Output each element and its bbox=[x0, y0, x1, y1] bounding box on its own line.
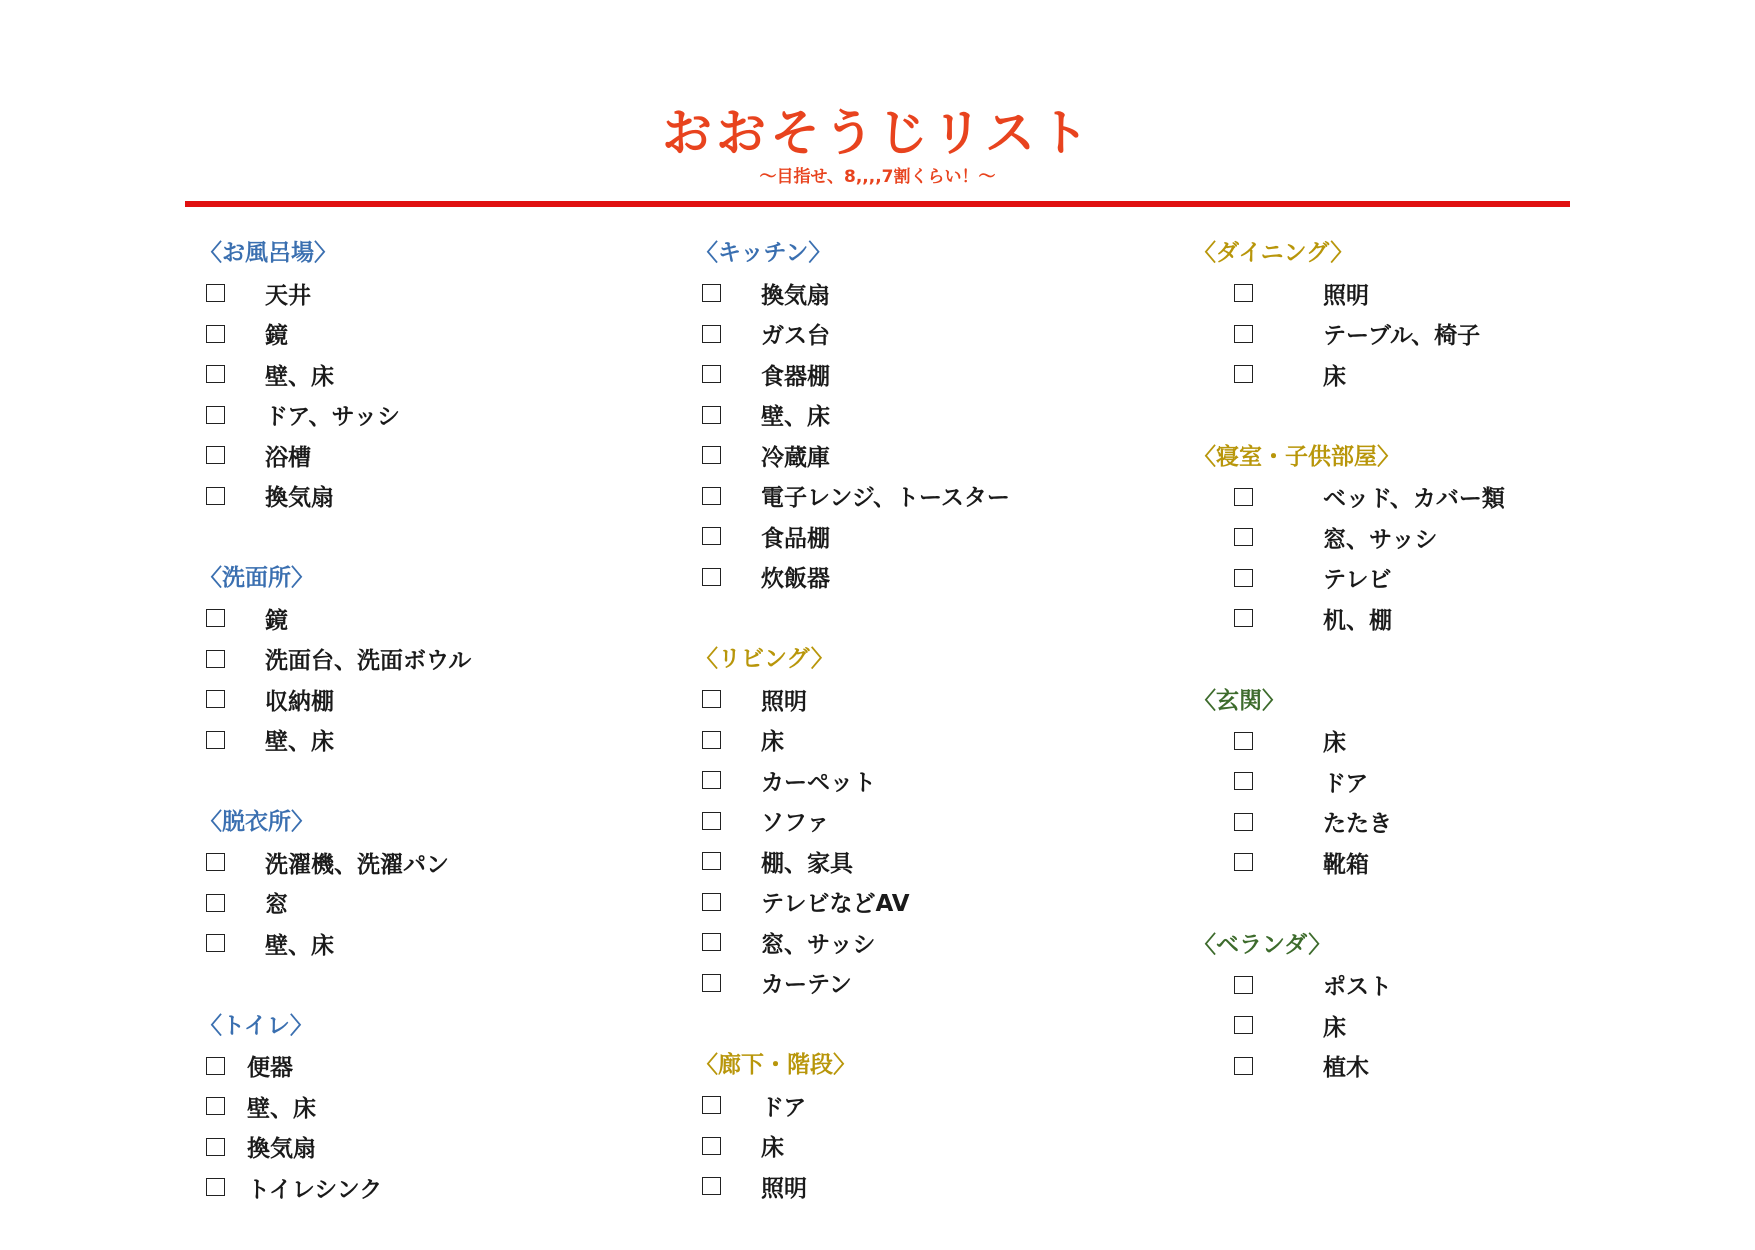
checkbox[interactable] bbox=[1234, 365, 1253, 383]
checklist-item-label: 床 bbox=[1323, 1014, 1346, 1041]
checklist-section bbox=[199, 1006, 471, 1208]
checklist-item bbox=[1193, 721, 1505, 762]
checklist-item-label: 窓、サッシ bbox=[761, 931, 876, 958]
checklist-item bbox=[199, 354, 471, 395]
checkbox[interactable] bbox=[702, 893, 721, 911]
checklist-item-label: 机、棚 bbox=[1323, 607, 1392, 634]
checklist-item-label: 換気扇 bbox=[265, 485, 334, 512]
checkbox[interactable] bbox=[702, 690, 721, 708]
checklist-item bbox=[695, 273, 1010, 314]
checklist-item-label: ドア、サッシ bbox=[265, 404, 401, 431]
checklist-section bbox=[1193, 233, 1505, 395]
checklist-item bbox=[1193, 1005, 1505, 1046]
checklist-section bbox=[199, 233, 471, 516]
checkbox[interactable] bbox=[702, 812, 721, 830]
checkbox[interactable] bbox=[702, 446, 721, 464]
checklist-item bbox=[695, 801, 1010, 842]
checkbox[interactable] bbox=[702, 1096, 721, 1114]
checklist-item-label: トイレシンク bbox=[247, 1176, 383, 1203]
section-heading: 〈寝室・子供部屋〉 bbox=[1193, 443, 1400, 470]
checkbox[interactable] bbox=[702, 974, 721, 992]
checkbox[interactable] bbox=[1234, 976, 1253, 994]
checklist-item bbox=[695, 395, 1010, 436]
section-heading: 〈脱衣所〉 bbox=[199, 809, 314, 835]
checklist-section bbox=[1193, 437, 1505, 639]
checklist-item-label: 棚、家具 bbox=[761, 850, 853, 877]
checklist-item-label: 壁、床 bbox=[761, 404, 830, 431]
checklist-item bbox=[695, 476, 1010, 517]
checkbox[interactable] bbox=[702, 568, 721, 586]
checklist-item bbox=[199, 639, 471, 680]
checklist-item-label: 鏡 bbox=[265, 323, 288, 350]
checklist-item-label: ガス台 bbox=[761, 323, 830, 350]
checkbox[interactable] bbox=[1234, 1016, 1253, 1034]
checklist-item bbox=[199, 1167, 471, 1208]
checklist-item-label: ベッド、カバー類 bbox=[1323, 486, 1505, 513]
section-heading: 〈トイレ〉 bbox=[199, 1012, 313, 1039]
checkbox[interactable] bbox=[1234, 325, 1253, 343]
checklist-item-label: 照明 bbox=[1323, 282, 1369, 309]
checklist-item-label: ソファ bbox=[761, 810, 830, 837]
checklist-item-label: 靴箱 bbox=[1323, 851, 1369, 878]
checklist-section bbox=[695, 233, 1010, 597]
checklist-column-1 bbox=[199, 233, 471, 1250]
checklist-item bbox=[199, 314, 471, 355]
checkbox[interactable] bbox=[702, 1177, 721, 1195]
title-divider bbox=[185, 201, 1570, 207]
checklist-item bbox=[199, 598, 471, 639]
checklist-item-label: 洗面台、洗面ボウル bbox=[265, 648, 472, 675]
checklist-item bbox=[695, 963, 1010, 1004]
checklist-item-label: テレビ bbox=[1323, 567, 1392, 594]
checklist-item bbox=[1193, 598, 1505, 639]
checklist-column-2 bbox=[695, 233, 1010, 1249]
checkbox[interactable] bbox=[206, 325, 225, 343]
checklist-section bbox=[1193, 925, 1505, 1087]
section-heading: 〈ダイニング〉 bbox=[1193, 240, 1354, 266]
checklist-item-label: 壁、床 bbox=[265, 729, 334, 756]
section-heading: 〈洗面所〉 bbox=[199, 565, 314, 591]
checklist-item-label: テレビなどAV bbox=[761, 891, 910, 918]
checklist-section bbox=[695, 639, 1010, 1003]
checklist-column-3 bbox=[1193, 233, 1505, 1128]
checklist-item bbox=[695, 1166, 1010, 1207]
checkbox[interactable] bbox=[702, 487, 721, 505]
checkbox[interactable] bbox=[1234, 528, 1253, 546]
checklist-item bbox=[695, 882, 1010, 923]
checklist-section bbox=[1193, 681, 1505, 883]
checklist-item-label: 植木 bbox=[1323, 1055, 1369, 1082]
checkbox[interactable] bbox=[206, 1097, 225, 1115]
checkbox[interactable] bbox=[1234, 772, 1253, 790]
checklist-item bbox=[695, 922, 1010, 963]
checkbox[interactable] bbox=[702, 406, 721, 424]
checkbox[interactable] bbox=[206, 446, 225, 464]
checkbox[interactable] bbox=[1234, 732, 1253, 750]
checkbox[interactable] bbox=[702, 1137, 721, 1155]
checkbox[interactable] bbox=[206, 365, 225, 383]
checklist-item bbox=[199, 476, 471, 517]
checklist-item-label: 食品棚 bbox=[761, 525, 830, 552]
checklist-section bbox=[199, 558, 471, 760]
checklist-item bbox=[1193, 273, 1505, 314]
section-heading: 〈お風呂場〉 bbox=[199, 240, 337, 266]
checklist-item-label: 収納棚 bbox=[265, 688, 334, 715]
section-heading: 〈リビング〉 bbox=[695, 646, 834, 672]
checklist-item-label: カーテン bbox=[761, 972, 852, 999]
checklist-item-label: ドア bbox=[761, 1094, 807, 1121]
checklist-item-label: 床 bbox=[1323, 730, 1346, 757]
checkbox[interactable] bbox=[702, 527, 721, 545]
checkbox[interactable] bbox=[206, 609, 225, 627]
checkbox[interactable] bbox=[702, 731, 721, 749]
checkbox[interactable] bbox=[1234, 609, 1253, 627]
checklist-item bbox=[1193, 558, 1505, 599]
checklist-item bbox=[199, 883, 471, 924]
checkbox[interactable] bbox=[702, 852, 721, 870]
checklist-item bbox=[199, 1127, 471, 1168]
checklist-item bbox=[1193, 802, 1505, 843]
checkbox[interactable] bbox=[206, 934, 225, 952]
checklist-item bbox=[199, 679, 471, 720]
checklist-item-label: 洗濯機、洗濯パン bbox=[265, 851, 449, 878]
checkbox[interactable] bbox=[206, 731, 225, 749]
checklist-item bbox=[695, 720, 1010, 761]
checklist-item bbox=[695, 1126, 1010, 1167]
checklist-item bbox=[1193, 761, 1505, 802]
page-subtitle: ～目指せ、8,,,,7割くらい！～ bbox=[759, 167, 996, 187]
checkbox[interactable] bbox=[1234, 284, 1253, 302]
checkbox[interactable] bbox=[1234, 1057, 1253, 1075]
checklist-item bbox=[199, 1046, 471, 1087]
checkbox[interactable] bbox=[1234, 569, 1253, 587]
checklist-item-label: 照明 bbox=[761, 688, 807, 715]
section-heading: 〈廊下・階段〉 bbox=[695, 1052, 856, 1078]
checklist-item-label: 食器棚 bbox=[761, 363, 830, 390]
checklist-section bbox=[199, 802, 471, 964]
checklist-item bbox=[695, 435, 1010, 476]
section-heading: 〈ベランダ〉 bbox=[1193, 931, 1332, 958]
checkbox[interactable] bbox=[206, 894, 225, 912]
checklist-item bbox=[1193, 1046, 1505, 1087]
checklist-item-label: 窓、サッシ bbox=[1323, 526, 1438, 553]
checklist-item-label: 天井 bbox=[265, 282, 311, 309]
checklist-item-label: 照明 bbox=[761, 1175, 807, 1202]
checklist-item-label: テーブル、椅子 bbox=[1323, 323, 1481, 350]
checkbox[interactable] bbox=[206, 1178, 225, 1196]
checklist-item-label: 窓 bbox=[265, 892, 288, 919]
checklist-item-label: 電子レンジ、トースター bbox=[761, 485, 1010, 512]
section-heading: 〈キッチン〉 bbox=[695, 240, 832, 266]
checklist-item-label: 床 bbox=[1323, 363, 1346, 390]
checkbox[interactable] bbox=[206, 1057, 225, 1075]
checkbox[interactable] bbox=[206, 406, 225, 424]
checklist-item bbox=[1193, 842, 1505, 883]
checklist-item-label: 床 bbox=[761, 729, 784, 756]
checklist-item bbox=[199, 435, 471, 476]
checklist-item bbox=[199, 720, 471, 761]
checklist-item-label: ポスト bbox=[1323, 974, 1392, 1001]
checklist-item bbox=[199, 273, 471, 314]
checkbox[interactable] bbox=[1234, 813, 1253, 831]
checklist-item-label: カーペット bbox=[761, 769, 876, 796]
checklist-item bbox=[695, 516, 1010, 557]
checklist-item-label: 便器 bbox=[247, 1055, 293, 1082]
checklist-item bbox=[695, 557, 1010, 598]
page-title: おおそうじリスト bbox=[662, 104, 1093, 162]
checklist-item bbox=[1193, 354, 1505, 395]
checkbox[interactable] bbox=[702, 933, 721, 951]
checklist-item bbox=[1193, 517, 1505, 558]
checklist-item-label: 浴槽 bbox=[265, 444, 311, 471]
checkbox[interactable] bbox=[206, 1138, 225, 1156]
checklist-item-label: 炊飯器 bbox=[761, 566, 830, 593]
checklist-item-label: 換気扇 bbox=[761, 282, 830, 309]
checkbox[interactable] bbox=[702, 284, 721, 302]
checklist-item-label: 冷蔵庫 bbox=[761, 444, 830, 471]
checklist-item bbox=[695, 1085, 1010, 1126]
checkbox[interactable] bbox=[702, 325, 721, 343]
checkbox[interactable] bbox=[206, 284, 225, 302]
checklist-item bbox=[199, 1086, 471, 1127]
checkbox[interactable] bbox=[206, 690, 225, 708]
checklist-item bbox=[199, 923, 471, 964]
checklist-item bbox=[1193, 965, 1505, 1006]
checklist-item-label: 床 bbox=[761, 1135, 784, 1162]
checklist-item-label: 壁、床 bbox=[265, 363, 334, 390]
checklist-item bbox=[1193, 477, 1505, 518]
checkbox[interactable] bbox=[702, 771, 721, 789]
checklist-section bbox=[695, 1045, 1010, 1207]
checklist-item bbox=[695, 679, 1010, 720]
checklist-item bbox=[1193, 314, 1505, 355]
checklist-item-label: 鏡 bbox=[265, 607, 288, 634]
checkbox[interactable] bbox=[702, 365, 721, 383]
checklist-item bbox=[695, 760, 1010, 801]
checklist-item bbox=[695, 314, 1010, 355]
checkbox[interactable] bbox=[1234, 488, 1253, 506]
checklist-item-label: たたき bbox=[1323, 811, 1392, 838]
checklist-item-label: 換気扇 bbox=[247, 1136, 316, 1163]
checklist-item-label: 壁、床 bbox=[247, 1095, 316, 1122]
checklist-item bbox=[695, 354, 1010, 395]
checkbox[interactable] bbox=[1234, 853, 1253, 871]
checkbox[interactable] bbox=[206, 853, 225, 871]
checklist-item bbox=[695, 841, 1010, 882]
section-heading: 〈玄関〉 bbox=[1193, 687, 1285, 714]
checklist-item bbox=[199, 842, 471, 883]
checkbox[interactable] bbox=[206, 650, 225, 668]
checkbox[interactable] bbox=[206, 487, 225, 505]
checklist-item-label: 壁、床 bbox=[265, 932, 334, 959]
checklist-item bbox=[199, 395, 471, 436]
checklist-item-label: ドア bbox=[1323, 770, 1369, 797]
